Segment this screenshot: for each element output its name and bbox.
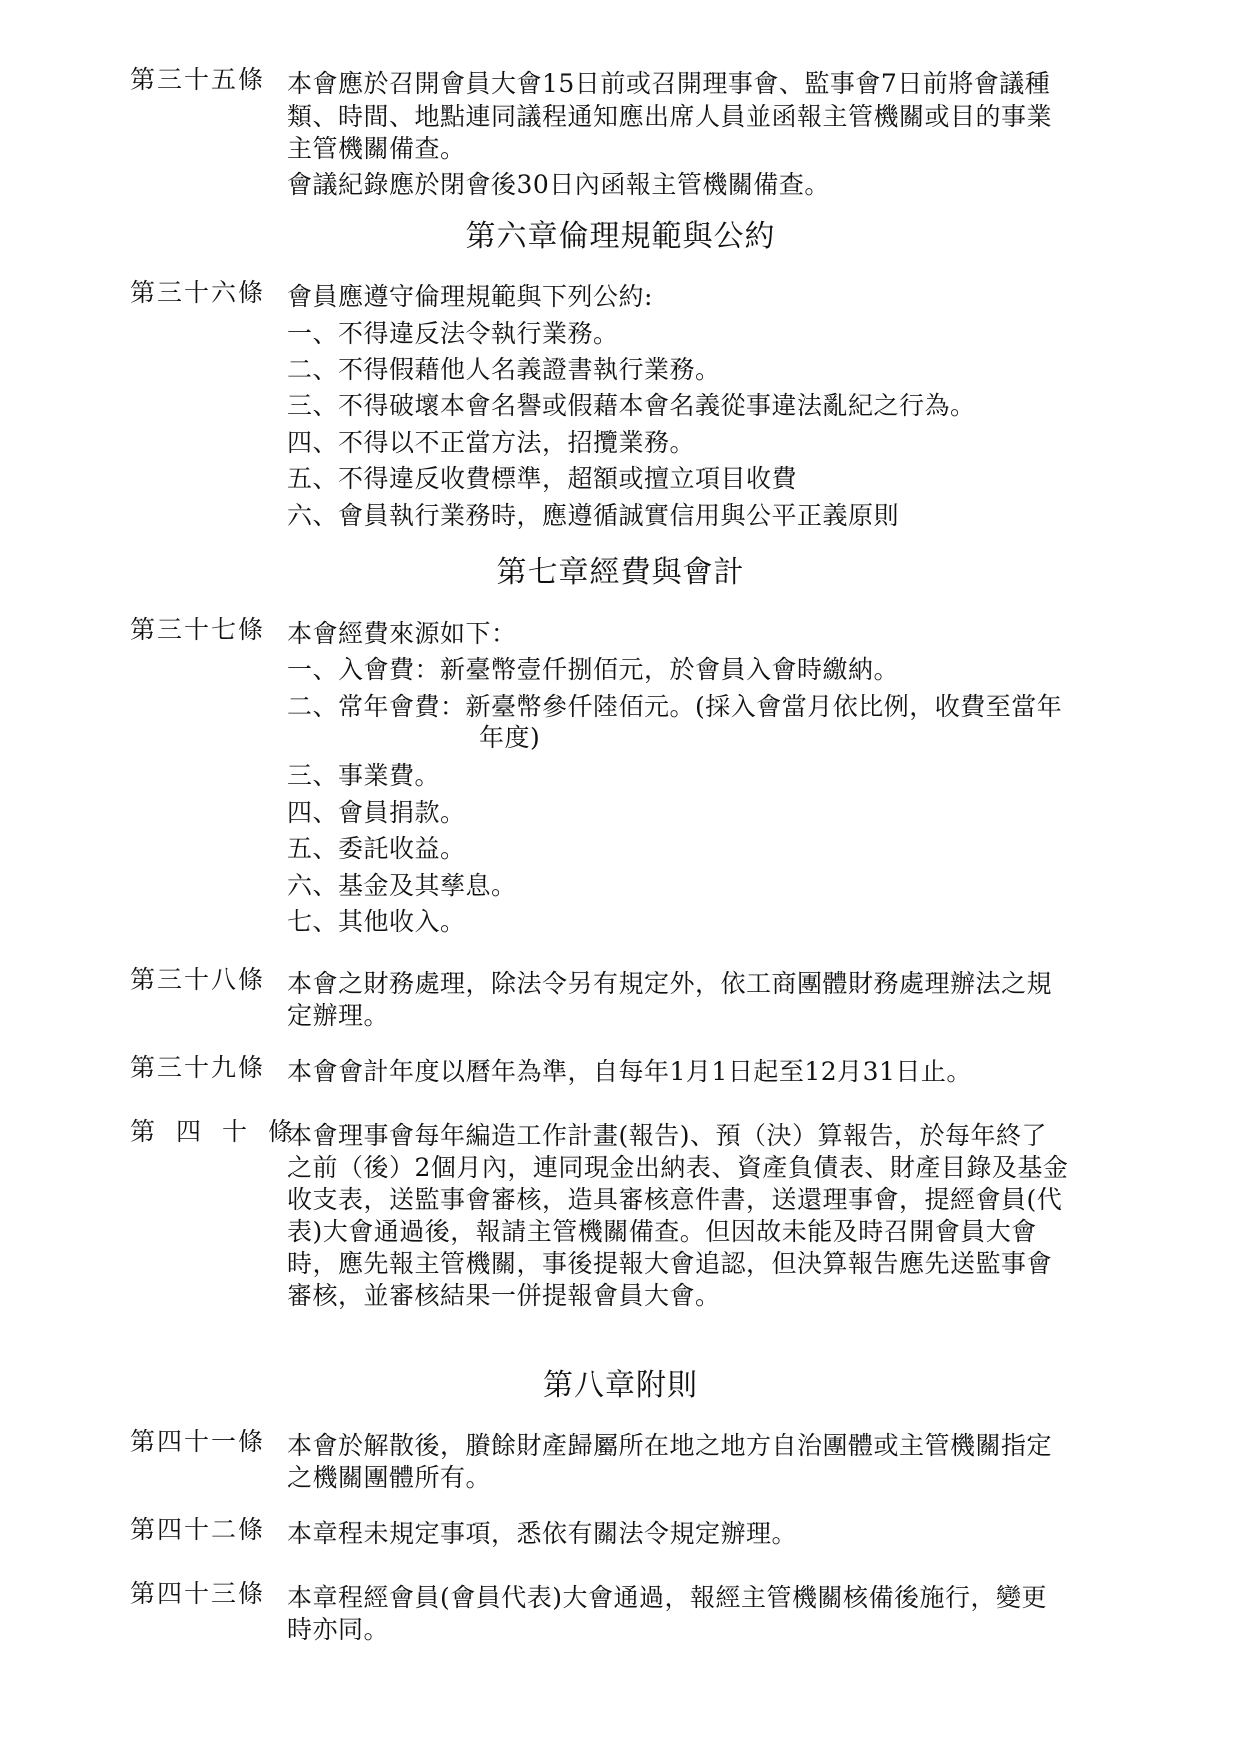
article-37-line-5: 四、會員捐款。	[287, 798, 466, 827]
article-40-line-4: 表)大會通過後，報請主管機關備查。但因故未能及時召開會員大會	[287, 1217, 1037, 1246]
article-35-line-4: 會議紀錄應於閉會後30日內函報主管機關備查。	[287, 170, 830, 199]
article-41-line-2: 之機關團體所有。	[287, 1463, 492, 1492]
article-43-line-1: 本章程經會員(會員代表)大會通過，報經主管機關核備後施行，變更	[287, 1583, 1048, 1612]
article-40-line-6: 審核，並審核結果一併提報會員大會。	[287, 1281, 721, 1310]
article-43-label: 第四十三條	[130, 1579, 266, 1608]
article-42-line-1: 本章程未規定事項，悉依有關法令規定辦理。	[287, 1519, 798, 1548]
chapter-8-heading: 第八章附則	[543, 1368, 698, 1403]
article-35-line-2: 類、時間、地點連同議程通知應出席人員並函報主管機關或目的事業	[287, 102, 1053, 131]
article-37-line-6: 五、委託收益。	[287, 834, 466, 863]
article-36-line-5: 四、不得以不正當方法，招攬業務。	[287, 428, 696, 457]
chapter-6-heading: 第六章倫理規範與公約	[465, 219, 776, 254]
article-36-line-2: 一、不得違反法令執行業務。	[287, 319, 619, 348]
article-35-line-1: 本會應於召開會員大會15日前或召開理事會、監事會7日前將會議種	[287, 69, 1051, 98]
article-36-line-3: 二、不得假藉他人名義證書執行業務。	[287, 355, 721, 384]
article-37-line-3: 二、常年會費：新臺幣參仟陸佰元。(採入會當月依比例，收費至當年	[287, 692, 1063, 721]
article-37-line-8: 七、其他收入。	[287, 907, 466, 936]
article-36-line-4: 三、不得破壞本會名譽或假藉本會名義從事違法亂紀之行為。	[287, 391, 976, 420]
chapter-7-heading: 第七章經費與會計	[496, 555, 745, 590]
article-37-line-3-cont: 年度)	[479, 723, 541, 752]
article-35-label: 第三十五條	[130, 65, 266, 94]
article-36-line-6: 五、不得違反收費標準，超額或擅立項目收費	[287, 464, 798, 493]
article-38-line-2: 定辦理。	[287, 1001, 390, 1030]
article-39-label: 第三十九條	[130, 1053, 266, 1082]
article-37-line-4: 三、事業費。	[287, 761, 441, 790]
article-36-line-7: 六、會員執行業務時，應遵循誠實信用與公平正義原則	[287, 501, 900, 530]
article-37-line-7: 六、基金及其孳息。	[287, 871, 517, 900]
article-36-line-1: 會員應遵守倫理規範與下列公約:	[287, 282, 653, 311]
article-43-line-2: 時亦同。	[287, 1615, 390, 1644]
article-40-line-2: 之前（後）2個月內，連同現金出納表、資產負債表、財產目錄及基金	[287, 1153, 1069, 1182]
article-41-line-1: 本會於解散後，賸餘財產歸屬所在地之地方自治團體或主管機關指定	[287, 1431, 1053, 1460]
article-40-line-1: 本會理事會每年編造工作計畫(報告)、預（決）算報告，於每年終了	[287, 1121, 1048, 1150]
article-40-line-3: 收支表，送監事會審核，造具審核意件書，送還理事會，提經會員(代	[287, 1185, 1063, 1214]
article-37-line-2: 一、入會費：新臺幣壹仟捌佰元，於會員入會時繳納。	[287, 655, 900, 684]
article-42-label: 第四十二條	[130, 1515, 266, 1544]
article-40-line-5: 時，應先報主管機關，事後提報大會追認，但決算報告應先送監事會	[287, 1249, 1053, 1278]
article-36-label: 第三十六條	[130, 278, 266, 307]
article-38-line-1: 本會之財務處理，除法令另有規定外，依工商團體財務處理辦法之規	[287, 969, 1053, 998]
article-41-label: 第四十一條	[130, 1427, 266, 1456]
article-37-line-1: 本會經費來源如下：	[287, 619, 517, 648]
article-35-line-3: 主管機關備查。	[287, 134, 466, 163]
article-39-line-1: 本會會計年度以曆年為準，自每年1月1日起至12月31日止。	[287, 1057, 972, 1086]
article-37-label: 第三十七條	[130, 615, 266, 644]
article-38-label: 第三十八條	[130, 965, 266, 994]
article-40-label: 第四十條	[130, 1117, 315, 1146]
